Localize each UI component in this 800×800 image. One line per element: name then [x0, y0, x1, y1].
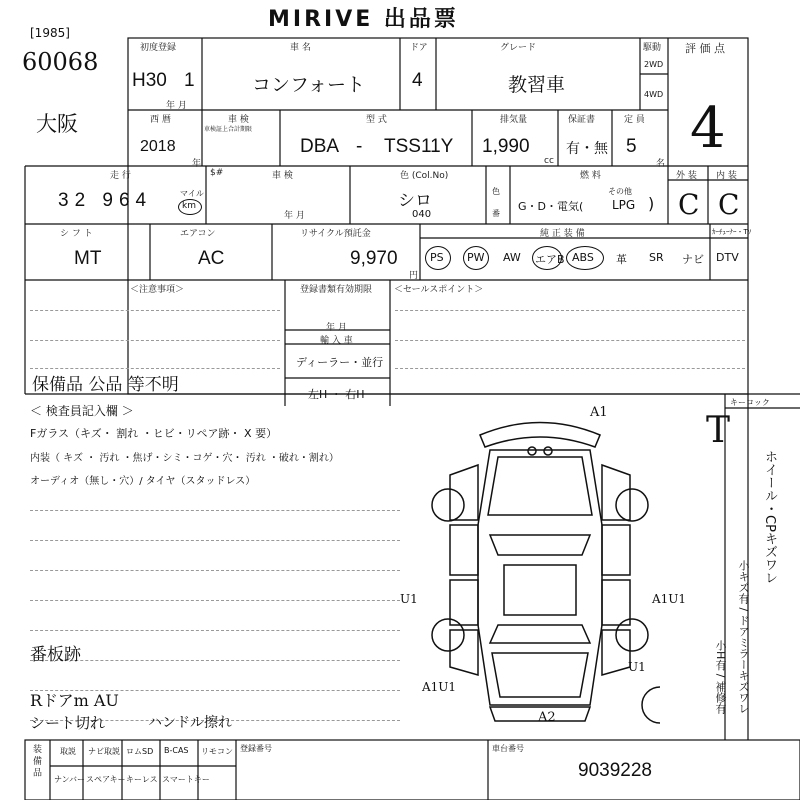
footer-remote: リモコン: [201, 747, 233, 756]
footer-manual: 取説: [60, 747, 76, 756]
equip-navi: ナビ: [682, 253, 704, 266]
equip-sunroof: SR: [649, 251, 664, 264]
label-color: 色 (Col.No): [400, 171, 449, 181]
label-seireki: 西 暦: [150, 115, 171, 125]
label-warranty: 保証書: [568, 115, 596, 125]
label-color-no2: 番: [492, 209, 500, 218]
capacity-value: 5: [626, 136, 637, 157]
mark-a2-rear: A2: [538, 710, 556, 725]
model-prefix: DBA: [300, 136, 340, 157]
label-persons: 名: [656, 159, 666, 169]
label-color-no: 色: [492, 187, 500, 196]
label-grade: グレード: [500, 43, 537, 53]
interior-grade: C: [718, 188, 740, 221]
drive-2wd: 2WD: [644, 60, 664, 69]
label-capacity: 定 員: [624, 115, 645, 125]
footer-spare-key: スペアキー: [86, 775, 126, 784]
label-inspection-date: 年 月: [284, 211, 305, 221]
footer-navi-manual: ナビ取説: [88, 747, 120, 756]
car-name: コンフォート: [252, 75, 366, 96]
label-dollar: $#: [210, 168, 224, 178]
shift-value: MT: [74, 248, 102, 269]
label-regdoc-date: 年 月: [326, 323, 347, 333]
footer-keyless: キーレス: [126, 775, 158, 784]
label-aircon: エアコン: [180, 229, 216, 239]
side-vertical-text-3: 小H有 / 補修有: [714, 640, 727, 714]
equip-abs: ABS: [572, 251, 594, 264]
warranty-choice: 有・無: [566, 140, 608, 156]
first-reg-month: 1: [184, 70, 195, 91]
equip-ps: PS: [430, 251, 444, 264]
fuel-close: ): [648, 194, 655, 213]
inspector-interior: 内装（ キズ ・ 汚れ ・焦げ・シミ・コゲ・穴・ 汚れ ・破れ・割れ）: [30, 453, 339, 464]
handwritten-line2: シート切れ: [30, 714, 106, 732]
year-western: 2018: [140, 138, 176, 155]
doors: 4: [412, 70, 423, 91]
import-dealer: ディーラー・並行: [296, 356, 384, 369]
mark-a1-front: A1: [590, 405, 608, 420]
label-tuner: ｶｰﾁｭｰﾅｰ・Tｿ: [712, 228, 752, 236]
footer-bcas: B-CAS: [164, 746, 189, 755]
label-drive: 駆動: [643, 43, 662, 53]
mark-right-u1: U1: [628, 660, 646, 674]
unit-km: km: [182, 201, 196, 211]
label-year-month: 年 月: [166, 101, 187, 111]
form-title: MIRIVE 出品票: [268, 7, 459, 32]
equip-pw: PW: [467, 251, 485, 264]
label-exterior: 外 装: [676, 171, 697, 181]
label-shaken: 車 検: [228, 115, 249, 125]
fuel-options: G・D・電気(: [518, 200, 584, 213]
score-value: 4: [690, 96, 726, 161]
label-model: 型 式: [366, 115, 387, 125]
label-equipment: 純 正 装 備: [540, 229, 585, 239]
label-registration: 登録番号: [240, 744, 272, 753]
model-code: TSS11Y: [384, 136, 454, 157]
mark-left-u1: U1: [400, 592, 418, 606]
lot-bracket: [1985]: [30, 26, 70, 40]
side-vertical-text: ホイール・CPキズワレ: [762, 450, 777, 584]
grade: 教習車: [508, 75, 566, 96]
label-cc: cc: [544, 156, 554, 166]
equip-aw: AW: [503, 251, 521, 264]
label-keylock: キーロック: [730, 398, 770, 407]
footer-rom-sd: ロムSD: [126, 747, 154, 756]
mark-left-a1u1: A1U1: [422, 680, 457, 694]
label-regdoc: 登録書類有効期限: [300, 285, 373, 295]
first-reg-era: H30: [132, 70, 167, 91]
exterior-grade: C: [678, 188, 700, 221]
drive-4wd: 4WD: [644, 90, 664, 99]
label-sales-point: ＜セールスポイント＞: [394, 285, 484, 295]
notes-handwritten: 保備品 公品 等不明: [32, 375, 179, 395]
label-door: ドア: [410, 43, 428, 53]
equip-dtv: DTV: [716, 251, 739, 264]
mileage-value: 32 964: [58, 190, 153, 211]
label-inspection: 車 検: [272, 171, 293, 181]
label-first-reg: 初度登録: [140, 43, 177, 53]
aircon-value: AC: [198, 248, 225, 269]
mark-right-a1u1: A1U1: [652, 592, 687, 606]
handwritten-line1: Rドアm AU: [30, 691, 119, 710]
venue-location: 大阪: [36, 112, 78, 136]
side-vertical-text-2: 小キズ有 / ドアミラーキズワレ: [737, 560, 750, 714]
label-mileage: 走 行: [110, 171, 131, 181]
label-notes: ＜注意事項＞: [130, 285, 185, 295]
label-import: 輸 入 車: [320, 336, 353, 346]
model-sep: -: [356, 136, 363, 157]
displacement: 1,990: [482, 136, 530, 157]
unit-mile: マイル: [180, 189, 204, 198]
label-car-name: 車 名: [290, 43, 311, 53]
inspector-glass: Fガラス（キズ・ 割れ ・ヒビ・リペア跡・ X 要）: [30, 427, 278, 440]
equip-airbag: エアB: [535, 253, 565, 266]
footer-smart-key: スマートキー: [162, 775, 210, 784]
label-inspector: ＜ 検査員記入欄 ＞: [30, 404, 134, 418]
label-fuel: 燃 料: [580, 171, 601, 181]
import-steering: 左H ・ 右H: [308, 388, 365, 401]
label-yen: 円: [409, 271, 419, 281]
label-recycle: リサイクル預託金: [300, 229, 371, 239]
chassis-number: 9039228: [578, 760, 652, 781]
label-score: 評 価 点: [685, 42, 725, 55]
label-shaken-sub: 車検証上合計期限: [204, 126, 253, 133]
inspector-audio: オーディオ（無し・穴）/ タイヤ（スタッドレス）: [30, 476, 256, 487]
label-displacement: 排気量: [500, 115, 528, 125]
fuel-lpg: LPG: [612, 198, 636, 212]
handwritten-line3: ハンドル擦れ: [148, 715, 232, 731]
lot-number: 60068: [22, 48, 99, 76]
handwritten-plate: 番板跡: [30, 645, 81, 665]
label-shift: シ フ ト: [60, 229, 93, 239]
color-number: 040: [412, 209, 432, 220]
label-year: 年: [192, 159, 202, 169]
recycle-value: 9,970: [350, 248, 398, 269]
color-value: シロ: [398, 191, 432, 210]
keylock-mark: T: [706, 410, 731, 451]
fuel-other-label: その他: [608, 187, 632, 196]
label-interior: 内 装: [716, 171, 737, 181]
footer-number: ナンバー: [54, 775, 86, 784]
label-chassis: 車台番号: [492, 744, 524, 753]
footer-side-label: 装 備 品: [31, 744, 41, 777]
equip-leather: 革: [616, 253, 627, 266]
